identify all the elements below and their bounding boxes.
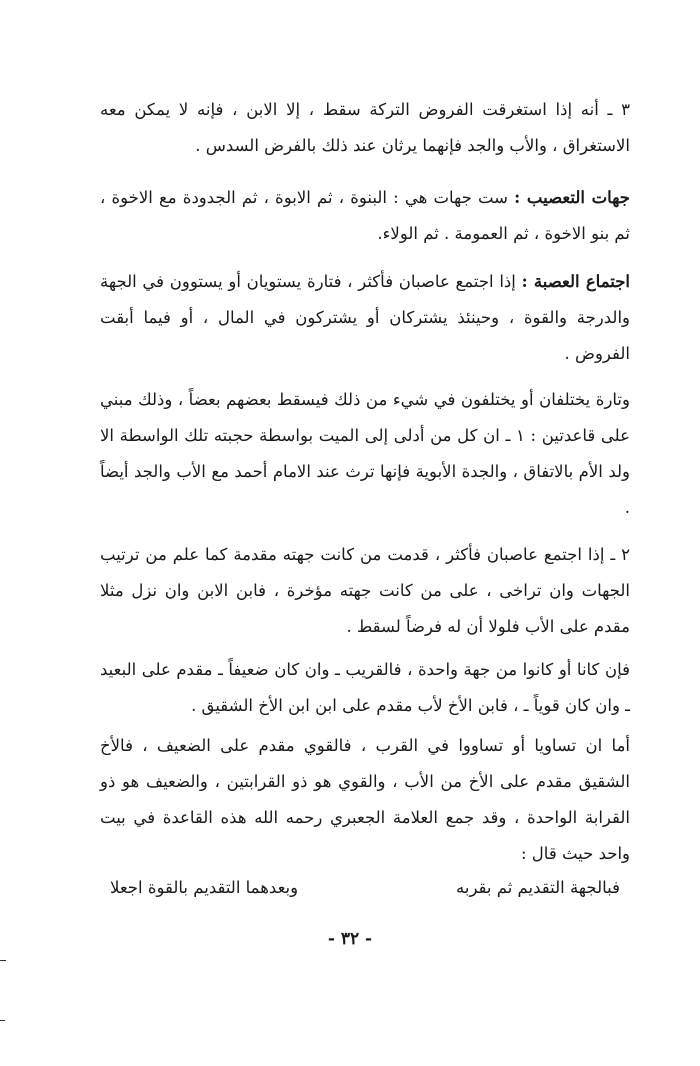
poetry-verse — [110, 870, 620, 906]
verse-first-hemistich: فبالجهة التقديم ثم بقربه — [456, 878, 620, 897]
section-heading: جهات التعصيب : — [514, 188, 630, 207]
paragraph-body: إذا اجتمع عاصبان فأكثر ، فتارة يستويان أو يستوون في الجهة والدرجة والقوة ، وحينئذ يشتركان أو يشتركون في المال ، أو فيما أبقت الفروض . — [100, 272, 630, 363]
paragraph-same-direction — [100, 652, 630, 724]
paragraph-rule-two — [100, 537, 630, 645]
paragraph-rule-three — [100, 92, 630, 164]
paragraph-body: ست جهات هي : البنوة ، ثم الابوة ، ثم الجدودة مع الاخوة ، ثم بنو الاخوة ، ثم العمومة . ثم الولاء. — [100, 188, 630, 243]
paragraph-text — [100, 264, 630, 372]
section-heading: اجتماع العصبة : — [521, 272, 631, 291]
paragraph-text: أما ان تساويا أو تساووا في القرب ، فالقوي مقدم على الضعيف ، فالأخ الشقيق مقدم على الأخ من الأب ، والقوي هو ذو القرابتين ، والضعيف هو ذو القرابة الواحدة ، وقد جمع العلامة الجعبري رحمه الله هذه القاعدة في بيت واحد حيث قال : — [100, 736, 630, 863]
paragraph-equal-nearness — [100, 728, 630, 872]
paragraph-asaba-gathering — [100, 264, 630, 372]
paragraph-text: فإن كانا أو كانوا من جهة واحدة ، فالقريب ـ وان كان ضعيفاً ـ مقدم على البعيد ـ وان كان قوياً ـ ، فابن الأخ لأب مقدم على ابن ابن الأخ الشقيق . — [100, 660, 630, 715]
page-number: - ٣٢ - — [327, 929, 373, 949]
paragraph-text — [100, 180, 630, 252]
paragraph-text: ٣ ـ أنه إذا استغرقت الفروض التركة سقط ، إلا الابن ، فإنه لا يمكن معه الاستغراق ، والأب والجد فإنهما يرثان عند ذلك بالفرض السدس . — [100, 100, 630, 155]
verse-second-hemistich: وبعدهما التقديم بالقوة اجعلا — [110, 878, 299, 897]
scan-edge-mark — [0, 1020, 5, 1021]
paragraph-text: ٢ ـ إذا اجتمع عاصبان فأكثر ، قدمت من كانت جهته مقدمة كما علم من ترتيب الجهات وان تراخى ، على من كانت جهته مؤخرة ، فابن الابن وان نزل مثلا مقدم على الأب فلولا أن له فرضاً لسقط . — [100, 545, 630, 636]
paragraph-two-rules — [100, 382, 630, 526]
paragraph-text: وتارة يختلفان أو يختلفون في شيء من ذلك فيسقط بعضهم بعضاً ، وذلك مبني على قاعدتين : ١ ـ ان كل من أدلى إلى الميت بواسطة حجبته تلك الواسطة الا ولد الأم بالاتفاق ، والجدة الأبوية فإنها ترث عند الامام أحمد مع الأب والجد أيضاً . — [100, 390, 630, 517]
paragraph-asaba-directions — [100, 180, 630, 252]
scan-edge-mark — [0, 960, 6, 961]
